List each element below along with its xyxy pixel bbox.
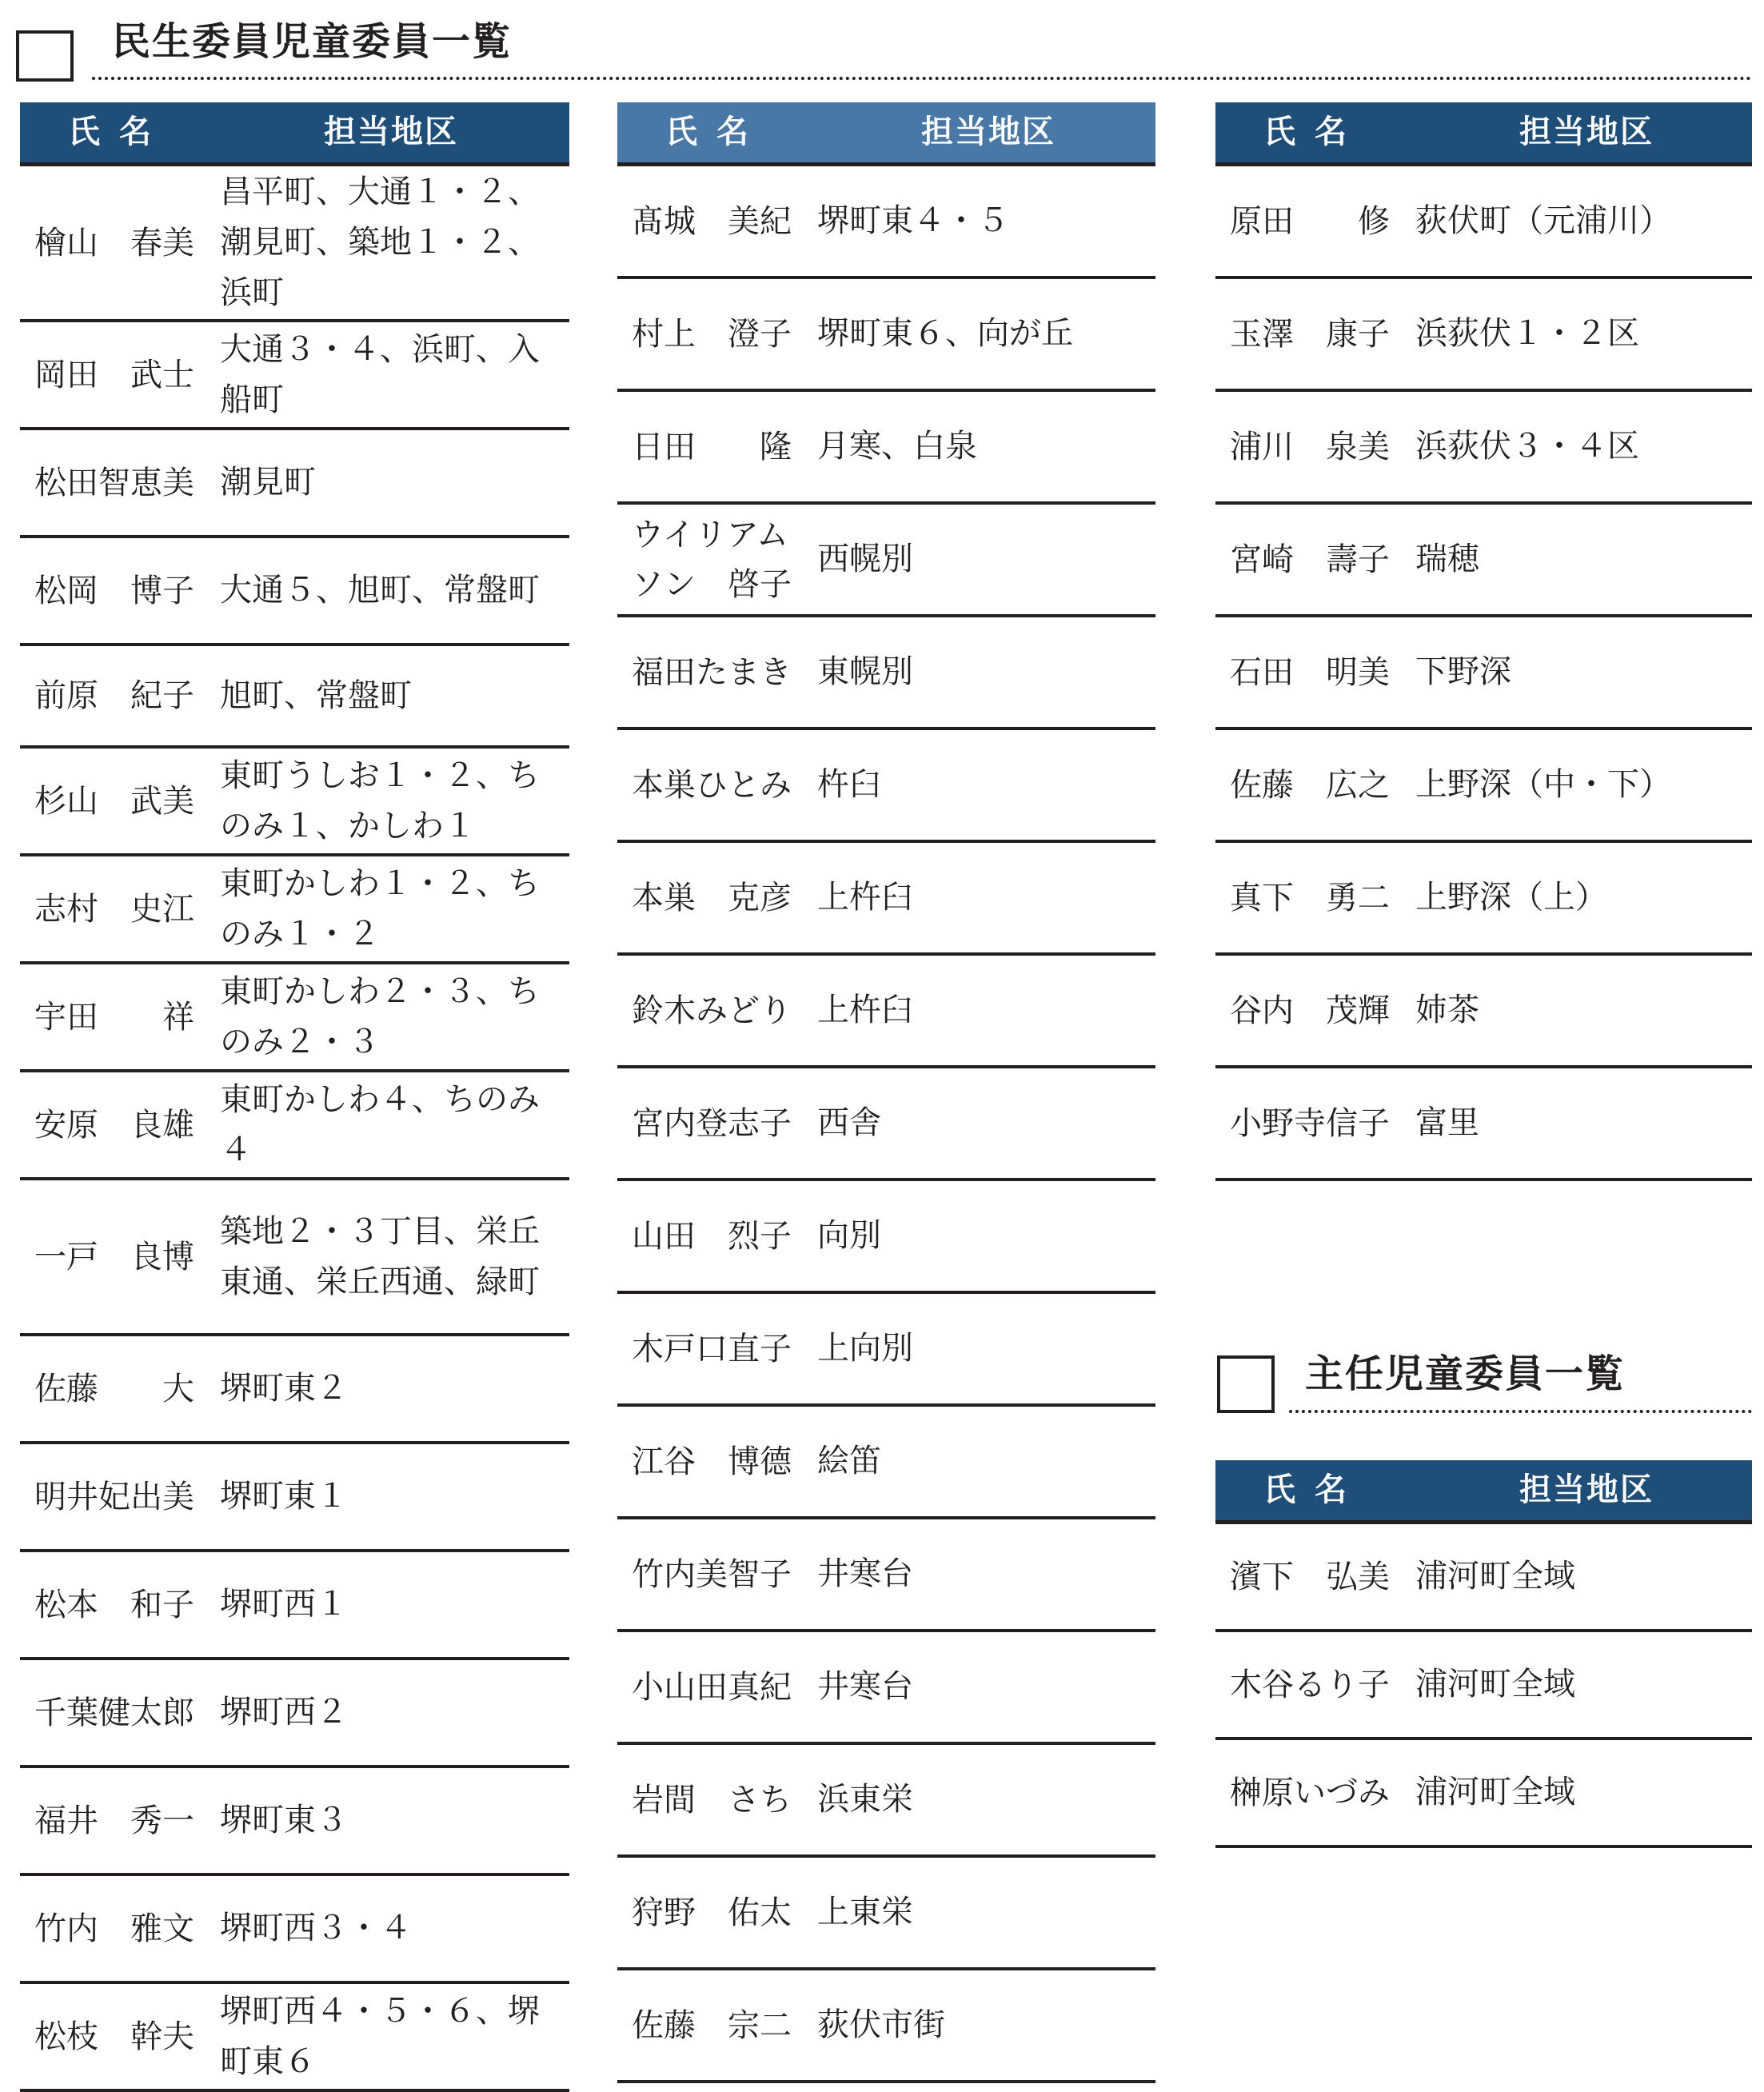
member-area: 浜東栄 bbox=[817, 1781, 913, 1818]
table-row bbox=[20, 166, 569, 322]
header-area: 担当地区 bbox=[324, 114, 458, 150]
table-row bbox=[20, 856, 569, 964]
table-body bbox=[1215, 1524, 1752, 1848]
member-area: 東町かしわ２・３、ちのみ２・３ bbox=[220, 972, 540, 1060]
member-area: 荻伏市街 bbox=[817, 2006, 945, 2043]
member-area: 上野深（上） bbox=[1415, 879, 1607, 916]
member-name: 松枝 幹夫 bbox=[34, 2018, 194, 2055]
table-body bbox=[20, 166, 569, 2092]
section2-divider bbox=[1289, 1410, 1752, 1413]
table-row bbox=[20, 964, 569, 1072]
table-row bbox=[1215, 392, 1752, 505]
member-area: 堺町西４・５・６、堺町東６ bbox=[220, 1992, 540, 2080]
table-row bbox=[617, 1632, 1155, 1745]
table-row bbox=[617, 1745, 1155, 1858]
member-area: 浜荻伏３・４区 bbox=[1415, 428, 1639, 465]
member-area: 大通５、旭町、常盤町 bbox=[220, 572, 540, 609]
table-row bbox=[617, 843, 1155, 956]
table-chief bbox=[1215, 1460, 1752, 1848]
table-row bbox=[20, 1444, 569, 1552]
member-name: 日田 隆 bbox=[632, 428, 792, 465]
table-col3 bbox=[1215, 102, 1752, 1181]
member-name: 福田たまき bbox=[632, 653, 792, 691]
section1-title: 民生委員児童委員一覧 bbox=[112, 19, 513, 64]
table-row bbox=[20, 1660, 569, 1768]
section1-divider bbox=[92, 77, 1752, 80]
member-name: 真下 勇二 bbox=[1230, 879, 1390, 916]
table-body bbox=[617, 166, 1155, 2083]
table-row bbox=[1215, 843, 1752, 956]
member-name: 前原 紀子 bbox=[34, 677, 194, 714]
member-area: 東町うしお１・２、ちのみ１、かしわ１ bbox=[220, 757, 540, 844]
member-name: 松田智恵美 bbox=[34, 464, 194, 501]
table-body bbox=[1215, 166, 1752, 1181]
member-area: 堺町西３・４ bbox=[220, 1910, 412, 1946]
table-row bbox=[20, 538, 569, 646]
table-row bbox=[20, 1876, 569, 1984]
header-name: 氏名 bbox=[1263, 1471, 1366, 1508]
member-name: 松本 和子 bbox=[34, 1586, 194, 1623]
member-name: 一戸 良博 bbox=[34, 1238, 194, 1276]
table-row bbox=[617, 166, 1155, 279]
table-row bbox=[20, 1180, 569, 1336]
table-row bbox=[617, 1181, 1155, 1294]
header-name: 氏名 bbox=[1263, 114, 1366, 150]
member-name: 濱下 弘美 bbox=[1230, 1558, 1390, 1595]
member-area: 絵笛 bbox=[817, 1443, 881, 1479]
member-name: 木戸口直子 bbox=[632, 1330, 792, 1367]
table-row bbox=[1215, 1068, 1752, 1181]
member-name: 玉澤 康子 bbox=[1230, 315, 1390, 353]
member-name: 宮崎 壽子 bbox=[1230, 541, 1390, 578]
member-name: 岡田 武士 bbox=[34, 356, 194, 393]
table-row bbox=[1215, 505, 1752, 617]
table-row bbox=[20, 1768, 569, 1876]
member-name: 松岡 博子 bbox=[34, 572, 194, 609]
member-area: 旭町、常盤町 bbox=[220, 677, 412, 714]
table-row bbox=[617, 1068, 1155, 1181]
member-name: 安原 良雄 bbox=[34, 1106, 194, 1144]
member-name: 小野寺信子 bbox=[1230, 1104, 1390, 1142]
member-name: 志村 史江 bbox=[34, 890, 194, 928]
member-area: 月寒、白泉 bbox=[817, 428, 977, 465]
member-area: 向別 bbox=[817, 1217, 881, 1254]
table-row bbox=[1215, 617, 1752, 730]
table-row bbox=[617, 1858, 1155, 1970]
member-area: 上杵臼 bbox=[817, 879, 913, 916]
member-name: 鈴木みどり bbox=[632, 992, 792, 1029]
member-area: 浜荻伏１・２区 bbox=[1415, 315, 1639, 352]
member-name: 佐藤 大 bbox=[34, 1370, 194, 1407]
member-area: 下野深 bbox=[1415, 653, 1511, 690]
member-area: 浦河町全域 bbox=[1415, 1666, 1575, 1703]
member-name: 石田 明美 bbox=[1230, 653, 1390, 691]
table-row bbox=[617, 1970, 1155, 2083]
member-name: 小山田真紀 bbox=[632, 1668, 792, 1706]
table-col1 bbox=[20, 102, 569, 2092]
member-name: 宮内登志子 bbox=[632, 1104, 792, 1142]
table-row bbox=[617, 730, 1155, 843]
table-row bbox=[1215, 730, 1752, 843]
header-area: 担当地区 bbox=[921, 114, 1056, 150]
header-name: 氏名 bbox=[665, 114, 768, 150]
table-row bbox=[617, 505, 1155, 617]
table-row bbox=[20, 1984, 569, 2092]
table-row bbox=[1215, 956, 1752, 1068]
table-header bbox=[20, 102, 569, 166]
member-area: 上向別 bbox=[817, 1330, 913, 1367]
member-name: 佐藤 広之 bbox=[1230, 766, 1390, 804]
member-area: 堺町東４・５ bbox=[817, 202, 1009, 239]
table-row bbox=[617, 392, 1155, 505]
member-name: 村上 澄子 bbox=[632, 315, 792, 353]
table-header bbox=[1215, 1460, 1752, 1524]
member-area: 堺町東２ bbox=[220, 1370, 348, 1407]
member-name: 本巣ひとみ bbox=[632, 766, 792, 804]
member-name: 千葉健太郎 bbox=[34, 1694, 194, 1731]
member-area: 昌平町、大通１・２、潮見町、築地１・２、浜町 bbox=[220, 174, 540, 311]
header-name: 氏名 bbox=[68, 114, 170, 150]
member-area: 荻伏町（元浦川） bbox=[1415, 202, 1671, 239]
member-name: 木谷るり子 bbox=[1230, 1666, 1390, 1703]
member-area: 井寒台 bbox=[817, 1555, 913, 1592]
section1-checkbox[interactable] bbox=[16, 30, 74, 82]
member-name: 谷内 茂輝 bbox=[1230, 992, 1390, 1029]
table-row bbox=[20, 749, 569, 856]
table-row bbox=[1215, 279, 1752, 392]
member-area: 東幌別 bbox=[817, 653, 913, 690]
member-area: 堺町東３ bbox=[220, 1802, 348, 1838]
table-row bbox=[617, 1294, 1155, 1407]
table-row bbox=[20, 322, 569, 430]
table-row bbox=[1215, 1632, 1752, 1740]
section2-checkbox[interactable] bbox=[1217, 1355, 1275, 1413]
member-area: 富里 bbox=[1415, 1104, 1479, 1141]
member-area: 瑞穂 bbox=[1415, 541, 1479, 577]
member-name: 狩野 佑太 bbox=[632, 1894, 792, 1931]
member-area: 大通３・４、浜町、入船町 bbox=[220, 330, 540, 418]
table-row bbox=[617, 1407, 1155, 1519]
member-area: 堺町西１ bbox=[220, 1586, 348, 1623]
member-area: 東町かしわ４、ちのみ４ bbox=[220, 1080, 540, 1168]
member-name: 浦川 泉美 bbox=[1230, 428, 1390, 465]
table-row bbox=[617, 617, 1155, 730]
table-row bbox=[617, 1519, 1155, 1632]
member-name: 竹内美智子 bbox=[632, 1555, 792, 1593]
member-name: 本巣 克彦 bbox=[632, 879, 792, 916]
member-area: 杵臼 bbox=[817, 766, 881, 803]
table-row bbox=[1215, 166, 1752, 279]
member-area: 上杵臼 bbox=[817, 992, 913, 1028]
table-row bbox=[1215, 1524, 1752, 1632]
table-header bbox=[617, 102, 1155, 166]
member-area: 堺町東６、向が丘 bbox=[817, 315, 1073, 352]
member-area: 井寒台 bbox=[817, 1668, 913, 1705]
member-name: 杉山 武美 bbox=[34, 782, 194, 820]
member-name: 明井妃出美 bbox=[34, 1478, 194, 1515]
table-row bbox=[1215, 1740, 1752, 1848]
table-row bbox=[617, 279, 1155, 392]
member-name: 竹内 雅文 bbox=[34, 1910, 194, 1947]
member-area: 浦河町全域 bbox=[1415, 1558, 1575, 1595]
table-row bbox=[20, 1336, 569, 1444]
member-area: 堺町西２ bbox=[220, 1694, 348, 1731]
member-area: 西幌別 bbox=[817, 541, 913, 577]
table-header bbox=[1215, 102, 1752, 166]
table-row bbox=[20, 430, 569, 538]
table-row bbox=[20, 1072, 569, 1180]
member-name: 檜山 春美 bbox=[34, 224, 194, 262]
member-area: 浦河町全域 bbox=[1415, 1774, 1575, 1811]
member-area: 姉茶 bbox=[1415, 992, 1479, 1028]
member-area: 堺町東１ bbox=[220, 1478, 348, 1515]
table-col2 bbox=[617, 102, 1155, 2083]
member-area: 上野深（中・下） bbox=[1415, 766, 1671, 803]
member-name: 岩間 さち bbox=[632, 1781, 792, 1819]
member-name: 江谷 博德 bbox=[632, 1443, 792, 1480]
table-row bbox=[617, 956, 1155, 1068]
member-name: 佐藤 宗二 bbox=[632, 2006, 792, 2044]
table-row bbox=[20, 1552, 569, 1660]
member-area: 上東栄 bbox=[817, 1894, 913, 1930]
section2-title: 主任児童委員一覧 bbox=[1305, 1351, 1626, 1396]
member-area: 築地２・３丁目、栄丘東通、栄丘西通、緑町 bbox=[220, 1212, 540, 1300]
member-name: 宇田 祥 bbox=[34, 998, 194, 1036]
table-row bbox=[20, 646, 569, 749]
member-name: 髙城 美紀 bbox=[632, 202, 792, 240]
member-name: 山田 烈子 bbox=[632, 1217, 792, 1255]
member-area: 西舎 bbox=[817, 1104, 881, 1141]
member-name: 原田 修 bbox=[1230, 202, 1390, 240]
member-name: 福井 秀一 bbox=[34, 1802, 194, 1839]
header-area: 担当地区 bbox=[1519, 114, 1654, 150]
member-area: 潮見町 bbox=[220, 464, 316, 501]
member-area: 東町かしわ１・２、ちのみ１・２ bbox=[220, 864, 540, 952]
member-name: ウイリアムソン 啓子 bbox=[632, 516, 792, 603]
member-name: 榊原いづみ bbox=[1230, 1774, 1390, 1811]
header-area: 担当地区 bbox=[1519, 1471, 1654, 1508]
